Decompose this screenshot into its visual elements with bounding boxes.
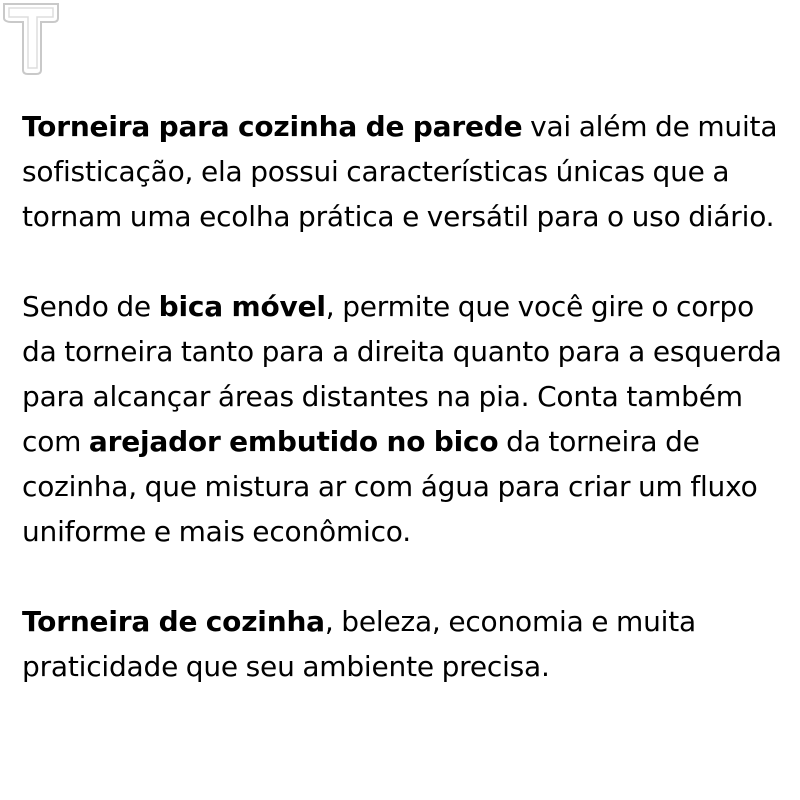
- highlight-torneira-cozinha: Torneira de cozinha: [22, 605, 325, 638]
- highlight-bica-movel: bica móvel: [158, 290, 326, 323]
- text-features-end: da torneira de cozinha, que mistura ar com água para criar um fluxo uniforme e mais econômico.: [22, 425, 758, 548]
- brand-logo-icon: [0, 0, 60, 80]
- text-features-body: , permite que você gire o corpo da torneira tanto para a direita quanto para a esquerda para alcançar áreas distantes na pia. Conta também com: [22, 290, 782, 458]
- text-sendo-de: Sendo de: [22, 290, 159, 323]
- paragraph-closing: [22, 599, 792, 689]
- highlight-arejador: arejador embutido no bico: [88, 425, 499, 458]
- text-closing-body: , beleza, economia e muita praticidade que seu ambiente precisa.: [22, 605, 696, 683]
- paragraph-intro: [22, 104, 792, 239]
- paragraph-features: [22, 284, 792, 554]
- description-text: [22, 104, 792, 689]
- text-intro-body: vai além de muita sofisticação, ela possui características únicas que a tornam uma ecolha prática e versátil para o uso diário.: [22, 110, 778, 233]
- highlight-torneira-parede: Torneira para cozinha de parede: [22, 110, 523, 143]
